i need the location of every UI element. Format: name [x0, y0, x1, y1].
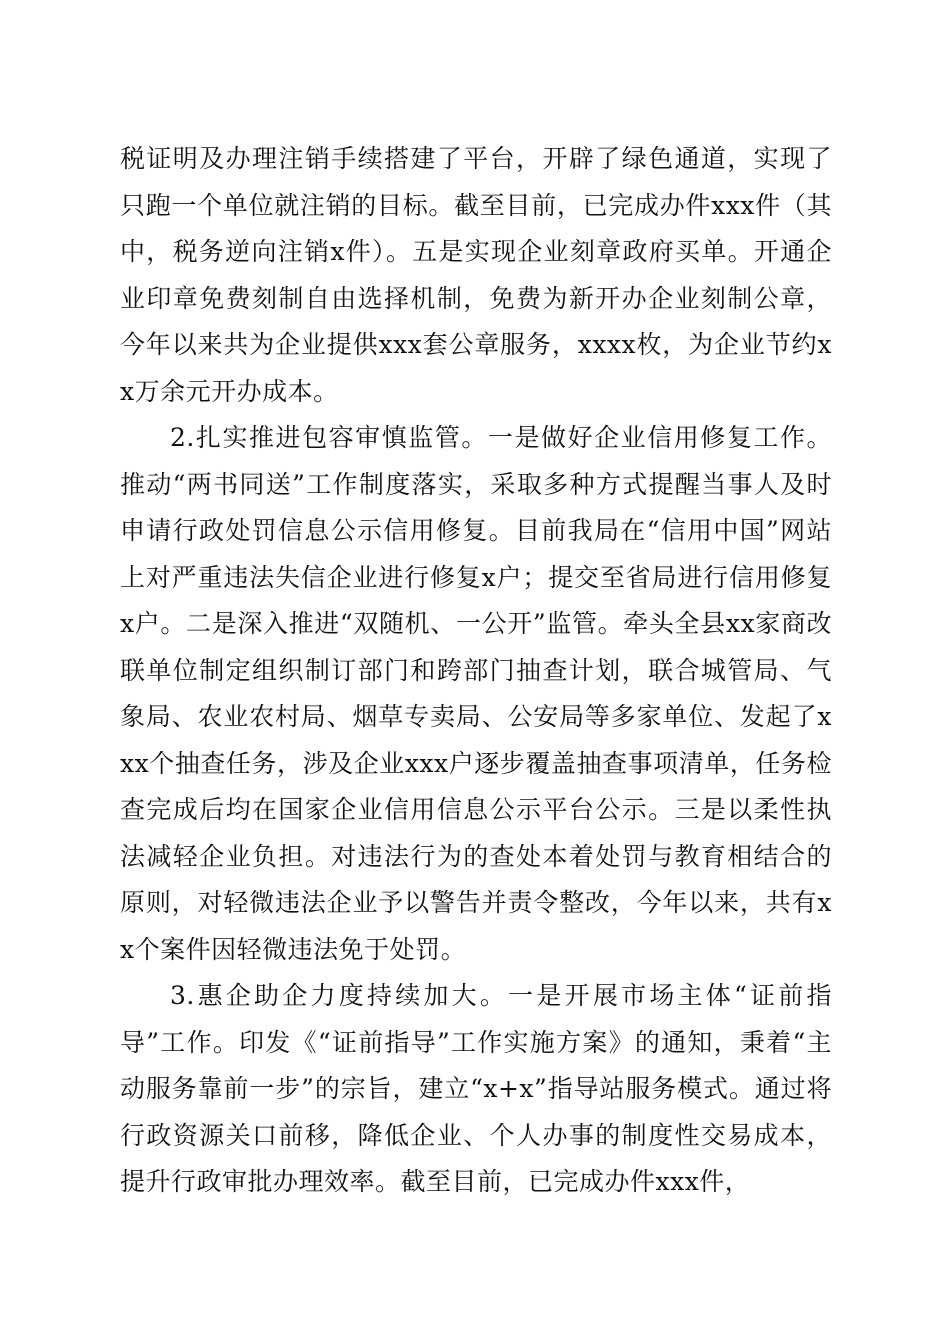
paragraph-enterprise-support: 3.惠企助企力度持续加大。一是开展市场主体“证前指导”工作。印发《“证前指导”工作实施方案》的通知，秉着“主动服务靠前一步”的宗旨，建立“x+x”指导站服务模式。通过将行政资源关口前移，降低企业、个人办事的制度性交易成本，提升行政审批办理效率。截至目前，已完成办件xxx件，	[120, 981, 832, 1196]
paragraph-continuation: 税证明及办理注销手续搭建了平台，开辟了绿色通道，实现了只跑一个单位就注销的目标。截至目前，已完成办件xxx件（其中，税务逆向注销x件）。五是实现企业刻章政府买单。开通企业印章免费刻制自由选择机制，免费为新开办企业刻制公章，今年以来共为企业提供xxx套公章服务，xxxx枚，为企业节约xx万余元开办成本。	[120, 144, 832, 406]
paragraph-inclusive-supervision: 2.扎实推进包容审慎监管。一是做好企业信用修复工作。推动“两书同送”工作制度落实，采取多种方式提醒当事人及时申请行政处罚信息公示信用修复。目前我局在“信用中国”网站上对严重违法失信企业进行修复x户；提交至省局进行信用修复x户。二是深入推进“双随机、一公开”监管。牵头全县xx家商改联单位制定组织制订部门和跨部门抽查计划，联合城管局、气象局、农业农村局、烟草专卖局、公安局等多家单位、发起了xxx个抽查任务，涉及企业xxx户逐步覆盖抽查事项清单，任务检查完成后均在国家企业信用信息公示平台公示。三是以柔性执法减轻企业负担。对违法行为的查处本着处罚与教育相结合的原则，对轻微违法企业予以警告并责令整改，今年以来，共有xx个案件因轻微违法免于处罚。	[120, 423, 832, 964]
document-body	[120, 136, 832, 1206]
